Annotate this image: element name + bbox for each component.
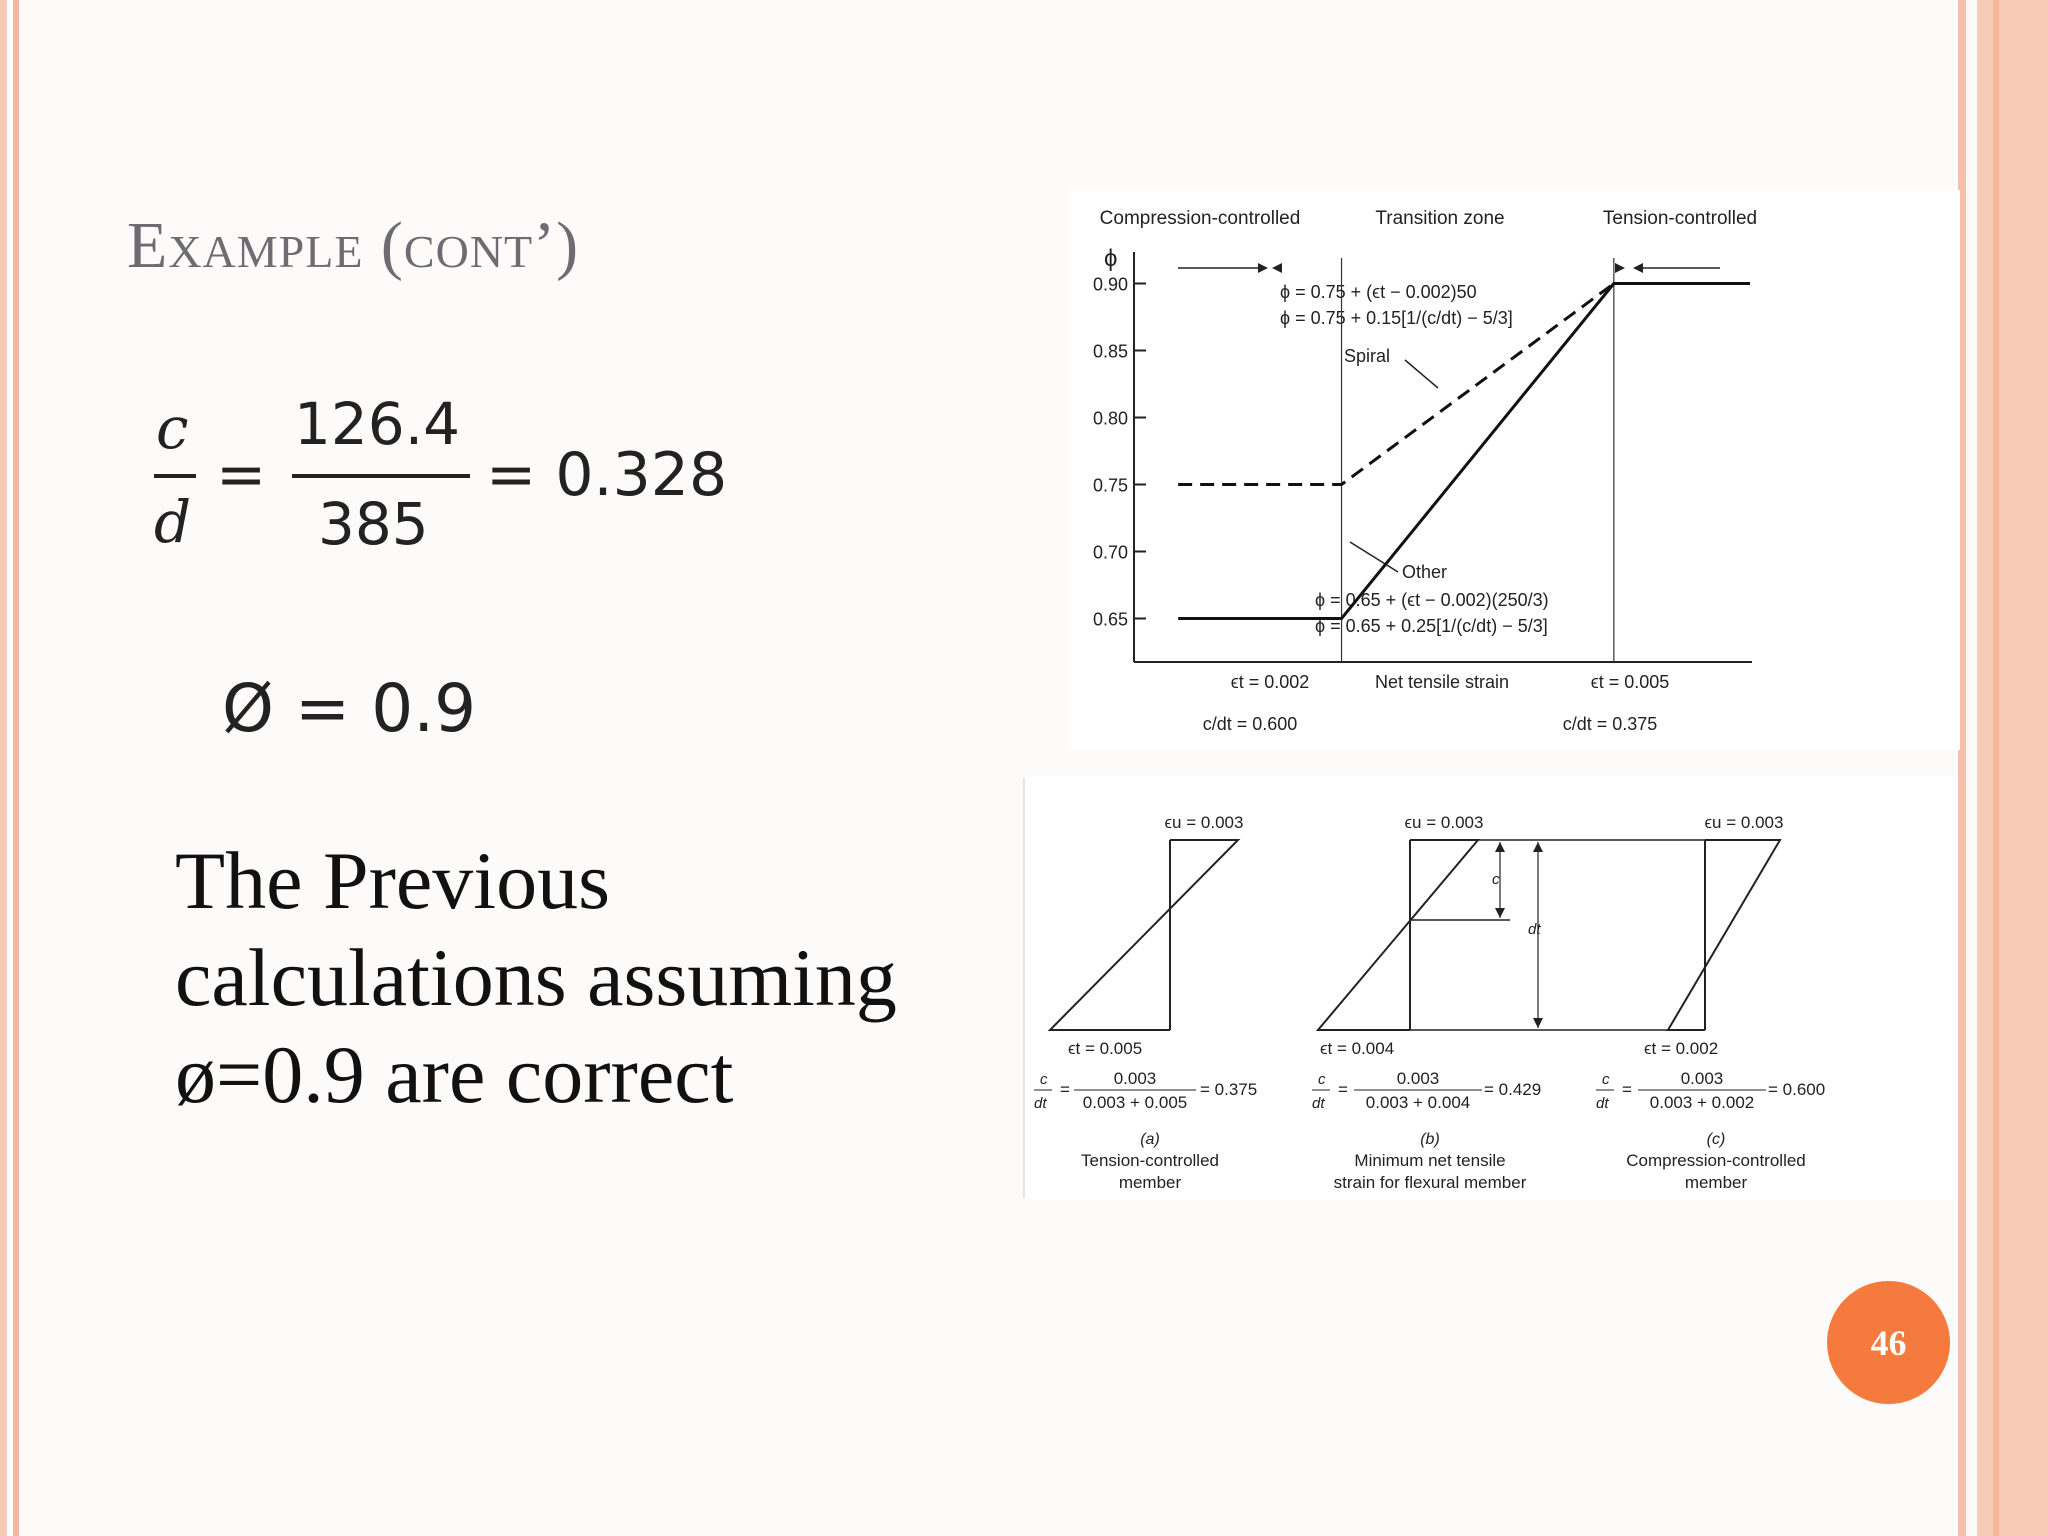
caption-a-2: member bbox=[1118, 1173, 1182, 1192]
page-number-badge bbox=[1827, 1281, 1950, 1404]
cd-num-c: c bbox=[1602, 1071, 1610, 1088]
slide-title: Example (cont’) bbox=[127, 209, 580, 282]
y-tick-label: 0.80 bbox=[1092, 408, 1128, 429]
body-line-2: calculations assuming bbox=[175, 932, 897, 1023]
eq-numerator: 126.4 bbox=[294, 390, 461, 458]
frac-den-a: 0.003 + 0.005 bbox=[1082, 1093, 1188, 1112]
zone-label-compression: Compression-controlled bbox=[1099, 208, 1301, 229]
cd-eq-c: = bbox=[1622, 1080, 1632, 1099]
phi-equation: Ø = 0.9 bbox=[222, 670, 477, 747]
result-a: = 0.375 bbox=[1200, 1080, 1258, 1099]
result-b: = 0.429 bbox=[1484, 1080, 1542, 1099]
eu-label-b: ϵu = 0.003 bbox=[1404, 813, 1484, 832]
page-number: 46 bbox=[1870, 1322, 1907, 1363]
letter-a: (a) bbox=[1140, 1131, 1160, 1148]
x-axis-title: Net tensile strain bbox=[1374, 672, 1510, 692]
eq-result: = 0.328 bbox=[486, 440, 728, 510]
other-eq-1: ϕ = 0.65 + (ϵt − 0.002)(250/3) bbox=[1315, 590, 1549, 610]
et-label-a: ϵt = 0.005 bbox=[1068, 1039, 1143, 1058]
x-label-right: ϵt = 0.005 bbox=[1590, 672, 1670, 692]
cd-eq-b: = bbox=[1338, 1080, 1348, 1099]
eq-d: d bbox=[154, 488, 192, 556]
cd-eq-a: = bbox=[1060, 1080, 1070, 1099]
eu-label-a: ϵu = 0.003 bbox=[1164, 813, 1244, 832]
et-label-c: ϵt = 0.002 bbox=[1644, 1039, 1719, 1058]
frac-num-c: 0.003 bbox=[1680, 1069, 1724, 1088]
other-label: Other bbox=[1402, 562, 1448, 582]
y-tick-label: 0.70 bbox=[1092, 542, 1128, 563]
eu-label-c: ϵu = 0.003 bbox=[1704, 813, 1784, 832]
y-tick-label: 0.75 bbox=[1092, 475, 1128, 496]
dim-c-label: c bbox=[1492, 871, 1500, 888]
body-line-1: The Previous bbox=[175, 835, 610, 926]
frac-den-c: 0.003 + 0.002 bbox=[1649, 1093, 1755, 1112]
eq-equals-1: = bbox=[216, 440, 267, 510]
eq-c: c bbox=[156, 394, 189, 462]
letter-c: (c) bbox=[1706, 1131, 1726, 1148]
result-c: = 0.600 bbox=[1768, 1080, 1826, 1099]
caption-b-2: strain for flexural member bbox=[1333, 1173, 1527, 1192]
y-tick-label: 0.65 bbox=[1092, 609, 1128, 630]
body-line-3: ø=0.9 are correct bbox=[175, 1029, 734, 1120]
x-label-left: ϵt = 0.002 bbox=[1230, 672, 1310, 692]
caption-a-1: Tension-controlled bbox=[1081, 1151, 1219, 1170]
frac-den-b: 0.003 + 0.004 bbox=[1365, 1093, 1471, 1112]
cd-den-c: dt bbox=[1596, 1095, 1609, 1112]
cd-right: c/dt = 0.375 bbox=[1562, 714, 1658, 734]
eq-denominator: 385 bbox=[318, 490, 429, 558]
cd-left: c/dt = 0.600 bbox=[1202, 714, 1298, 734]
y-tick-label: 0.90 bbox=[1092, 274, 1128, 295]
spiral-label: Spiral bbox=[1344, 346, 1391, 366]
y-tick-label: 0.85 bbox=[1092, 341, 1128, 362]
y-axis-symbol: ϕ bbox=[1104, 245, 1118, 272]
caption-b-1: Minimum net tensile bbox=[1354, 1151, 1506, 1170]
cd-den-b: dt bbox=[1312, 1095, 1325, 1112]
series-line-other bbox=[1178, 284, 1750, 619]
zone-arrowhead-left bbox=[1258, 263, 1268, 273]
letter-b: (b) bbox=[1420, 1131, 1440, 1148]
zone-label-tension: Tension-controlled bbox=[1602, 208, 1758, 229]
et-label-b: ϵt = 0.004 bbox=[1320, 1039, 1395, 1058]
other-eq-2: ϕ = 0.65 + 0.25[1/(c/dt) − 5/3] bbox=[1315, 616, 1548, 636]
caption-c-2: member bbox=[1684, 1173, 1748, 1192]
cd-num-b: c bbox=[1318, 1071, 1326, 1088]
dim-dt-label: dt bbox=[1528, 921, 1541, 938]
spiral-eq-1: ϕ = 0.75 + (ϵt − 0.002)50 bbox=[1280, 282, 1477, 302]
spiral-eq-2: ϕ = 0.75 + 0.15[1/(c/dt) − 5/3] bbox=[1280, 308, 1513, 328]
caption-c-1: Compression-controlled bbox=[1626, 1151, 1806, 1170]
zone-arrowhead-mid-left bbox=[1272, 263, 1282, 273]
cd-num-a: c bbox=[1040, 1071, 1048, 1088]
spiral-leader bbox=[1405, 360, 1438, 388]
cd-den-a: dt bbox=[1034, 1095, 1047, 1112]
frac-num-a: 0.003 bbox=[1113, 1069, 1157, 1088]
zone-label-transition: Transition zone bbox=[1375, 208, 1505, 229]
zone-arrowhead-mid-right bbox=[1615, 263, 1625, 273]
frac-num-b: 0.003 bbox=[1396, 1069, 1440, 1088]
